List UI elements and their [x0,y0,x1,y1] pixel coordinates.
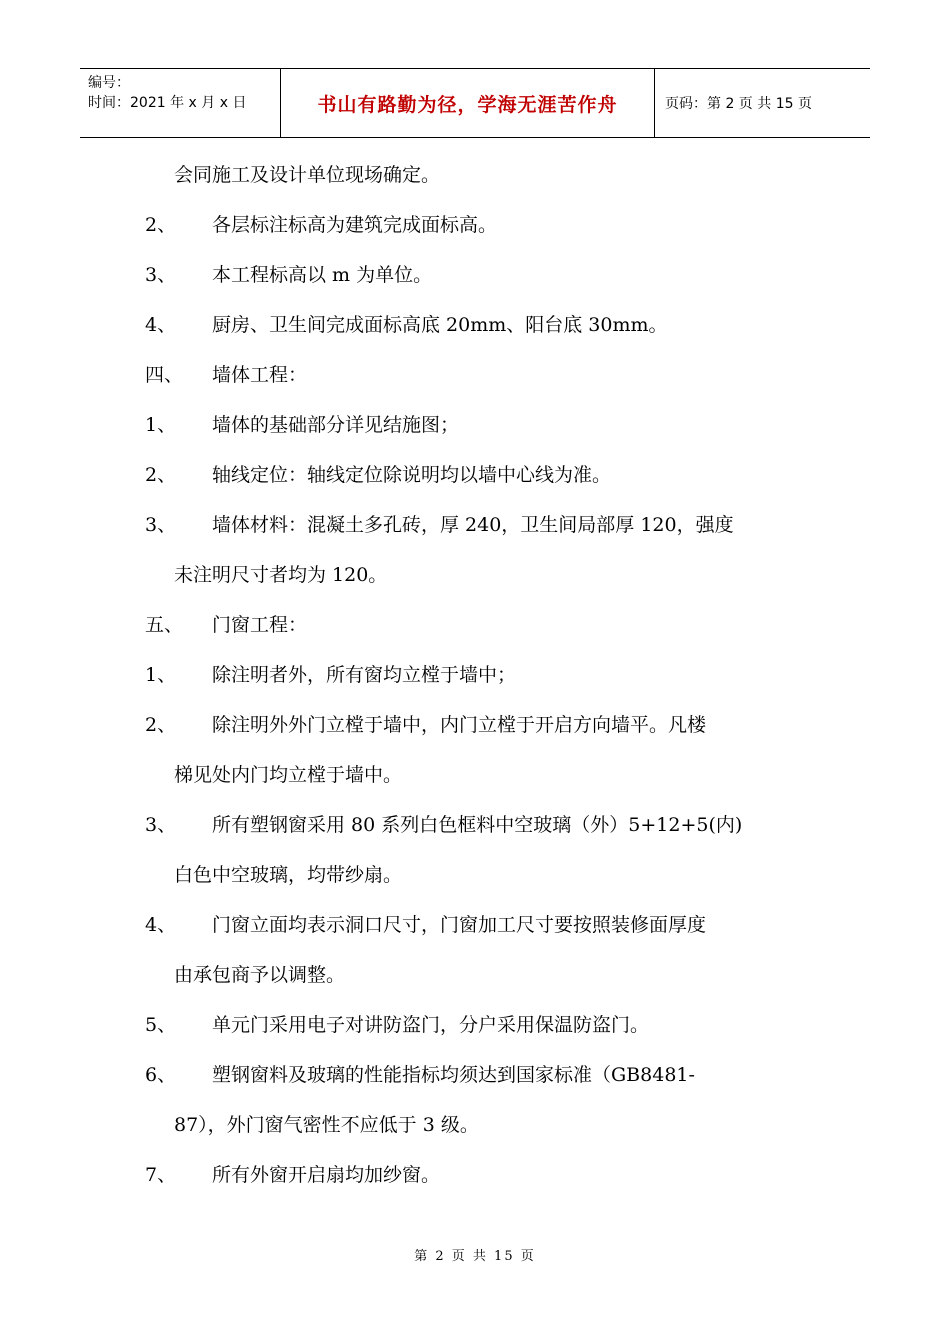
item-text: 除注明者外，所有窗均立樘于墙中； [212,664,517,686]
continuation-text: 未注明尺寸者均为 120。 [174,564,388,586]
item-number: 3、 [145,264,177,286]
continuation-text: 梯见处内门均立樘于墙中。 [174,764,403,786]
item-number: 1、 [145,664,177,686]
document-date: 时间：2021 年 x 月 x 日 [88,95,247,111]
header-page-info: 页码：第 2 页 共 15 页 [665,96,812,112]
item-text: 所有塑钢窗采用 80 系列白色框料中空玻璃（外）5+12+5(内) [212,814,743,836]
item-text: 门窗工程： [212,614,308,636]
item-number: 2、 [145,714,177,736]
item-text: 除注明外外门立樘于墙中，内门立樘于开启方向墙平。凡楼 [212,714,707,736]
item-number: 4、 [145,314,177,336]
item-text: 所有外窗开启扇均加纱窗。 [212,1164,441,1186]
item-text: 墙体的基础部分详见结施图； [212,414,460,436]
document-number-label: 编号： [88,75,130,91]
continuation-text: 由承包商予以调整。 [174,964,346,986]
page-footer: 第 2 页 共 15 页 [414,1249,536,1264]
item-number: 2、 [145,214,177,236]
item-text: 厨房、卫生间完成面标高底 20mm、阳台底 30mm。 [212,314,668,336]
item-number: 6、 [145,1064,177,1086]
item-number: 1、 [145,414,177,436]
item-text: 各层标注标高为建筑完成面标高。 [212,214,498,236]
item-number: 3、 [145,514,177,536]
continuation-text: 87），外门窗气密性不应低于 3 级。 [174,1114,479,1136]
item-text: 本工程标高以 m 为单位。 [212,264,433,286]
header-motto: 书山有路勤为径，学海无涯苦作舟 [280,69,655,137]
item-number: 4、 [145,914,177,936]
item-number: 5、 [145,1014,177,1036]
continuation-text: 会同施工及设计单位现场确定。 [174,164,441,186]
item-number: 3、 [145,814,177,836]
header-meta [80,69,280,137]
page-header [80,68,870,138]
item-number: 五、 [145,614,184,636]
item-text: 门窗立面均表示洞口尺寸，门窗加工尺寸要按照装修面厚度 [212,914,707,936]
item-text: 塑钢窗料及玻璃的性能指标均须达到国家标准（GB8481- [212,1064,695,1086]
continuation-text: 白色中空玻璃，均带纱扇。 [174,864,403,886]
item-number: 2、 [145,464,177,486]
item-text: 墙体材料：混凝土多孔砖，厚 240，卫生间局部厚 120，强度 [212,514,734,536]
item-text: 墙体工程： [212,364,308,386]
item-text: 轴线定位：轴线定位除说明均以墙中心线为准。 [212,464,612,486]
item-text: 单元门采用电子对讲防盗门，分户采用保温防盗门。 [212,1014,650,1036]
item-number: 四、 [145,364,184,386]
item-number: 7、 [145,1164,177,1186]
